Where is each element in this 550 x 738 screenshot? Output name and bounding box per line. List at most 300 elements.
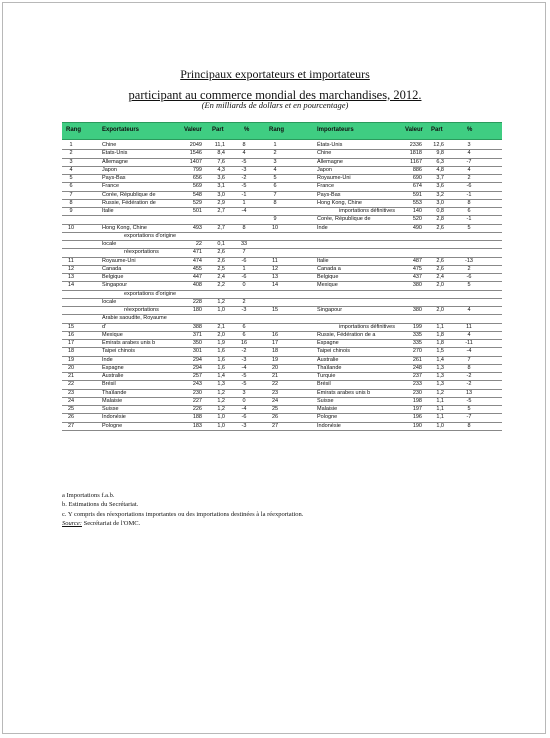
export-value: 1407 (189, 158, 202, 165)
import-share: 1,1 (436, 414, 444, 421)
exporter-name: d' (102, 323, 107, 330)
importer-name: Malaisie (317, 406, 338, 412)
exporter-name: Russie, Fédération de (102, 199, 156, 206)
import-share: 3,7 (436, 175, 444, 181)
importer-name: importations définitives (339, 208, 395, 214)
export-change: 16 (240, 340, 248, 346)
import-rank: 11 (272, 257, 278, 264)
importer-name: Chine (317, 150, 332, 157)
export-change: -6 (241, 274, 247, 280)
importer-name: Mexique (317, 282, 338, 289)
import-value: 437 (412, 274, 422, 280)
import-change: 5 (467, 406, 471, 412)
export-rank: 27 (67, 422, 75, 429)
export-rank: 5 (69, 175, 73, 181)
import-value: 230 (412, 389, 422, 396)
import-change: 8 (467, 199, 471, 206)
exporter-name: Indonésie (102, 414, 126, 421)
source-text: Secrétariat de l'OMC. (81, 519, 141, 527)
import-share: 1,2 (436, 389, 444, 396)
export-rank: 9 (69, 208, 73, 214)
import-rank: 27 (271, 422, 279, 429)
export-change: -3 (241, 356, 247, 363)
export-share: 2,6 (217, 257, 225, 264)
import-value: 487 (412, 257, 422, 264)
import-change: -13 (465, 257, 473, 264)
export-change: -4 (241, 406, 247, 412)
export-value: 188 (192, 414, 202, 421)
export-change: 6 (242, 331, 246, 338)
exporter-name: Royaume-Uni (102, 257, 136, 264)
export-value: 227 (192, 397, 202, 404)
import-value: 335 (412, 331, 422, 338)
export-change: 33 (240, 241, 248, 247)
export-value: 455 (192, 265, 202, 272)
import-change: 6 (467, 208, 471, 214)
import-value: 520 (412, 216, 422, 223)
export-value: 501 (192, 208, 202, 214)
export-value: 22 (195, 241, 202, 247)
importer-name: États-Unis (317, 142, 343, 148)
export-share: 1,9 (217, 340, 225, 346)
import-share: 9,8 (436, 150, 444, 157)
export-change: -5 (241, 381, 247, 388)
export-rank: 15 (67, 323, 75, 330)
export-value: 548 (192, 191, 202, 198)
import-share: 1,0 (436, 422, 444, 429)
export-value: 230 (192, 389, 202, 396)
import-share: 0,8 (436, 208, 444, 214)
export-share: 3,6 (217, 175, 225, 181)
exporter-name: Chine (102, 142, 117, 148)
import-value: 196 (412, 414, 422, 421)
source-note (62, 519, 303, 528)
export-change: -6 (241, 414, 247, 421)
export-share: 2,7 (217, 208, 225, 214)
import-value: 197 (412, 406, 422, 412)
header-rang: Rang (66, 127, 81, 133)
import-value: 490 (412, 224, 422, 231)
import-change: 4 (467, 150, 471, 157)
export-rank: 23 (67, 389, 75, 396)
export-share: 2,4 (217, 274, 225, 280)
export-share: 1,2 (217, 397, 225, 404)
import-rank: 15 (271, 307, 279, 313)
export-value: 474 (192, 257, 202, 264)
import-share: 2,4 (436, 274, 444, 280)
export-share: 1,0 (217, 414, 225, 421)
footnote-a: a Importations f.a.b. (62, 492, 115, 499)
import-value: 1818 (409, 150, 422, 157)
import-share: 2,6 (436, 224, 444, 231)
importer-name: Suisse (317, 397, 334, 404)
import-change: 5 (467, 282, 471, 289)
importer-name: Japon (317, 166, 332, 173)
export-value: 656 (192, 175, 202, 181)
exporter-name: Thaïlande (102, 389, 127, 396)
import-rank: 24 (271, 397, 279, 404)
header-part: Part (212, 127, 224, 133)
import-share: 1,5 (436, 348, 444, 355)
importer-name: Inde (317, 224, 328, 231)
import-value: 248 (412, 364, 422, 371)
footnotes (62, 491, 303, 528)
export-share: 1,3 (217, 381, 225, 388)
import-rank: 20 (271, 364, 279, 371)
import-value: 2336 (409, 142, 422, 148)
import-change: -1 (466, 216, 472, 223)
export-change: -5 (241, 183, 247, 190)
import-change: -7 (466, 158, 472, 165)
importer-name: Émirats arabes unis b (317, 389, 371, 396)
export-share: 2,6 (217, 249, 225, 256)
header-exportateurs: Exportateurs (102, 127, 140, 133)
export-value: 493 (192, 224, 202, 231)
import-rank: 21 (271, 373, 279, 379)
exporter-name: Allemagne (102, 158, 128, 165)
export-value: 529 (192, 199, 202, 206)
import-value: 233 (412, 381, 422, 388)
export-value: 350 (192, 340, 202, 346)
export-change: -3 (241, 307, 247, 313)
importer-name: France (317, 183, 335, 190)
export-rank: 21 (67, 373, 75, 379)
import-value: 140 (412, 208, 422, 214)
import-rank: 7 (273, 191, 277, 198)
exporter-name: Suisse (102, 406, 119, 412)
import-share: 4,8 (436, 166, 444, 173)
import-rank: 17 (271, 340, 279, 346)
importer-name: Pologne (317, 414, 338, 421)
export-share: 2,9 (217, 199, 225, 206)
import-change: 2 (467, 265, 471, 272)
importer-name: Allemagne (317, 158, 343, 165)
import-share: 3,6 (436, 183, 444, 190)
exporter-name: Australie (102, 373, 124, 379)
exporter-name: Canada (102, 265, 122, 272)
importer-name: Russie, Fédération de a (317, 331, 376, 338)
export-share: 8,4 (217, 150, 225, 157)
import-share: 1,1 (436, 406, 444, 412)
import-change: 2 (467, 175, 471, 181)
export-rank: 16 (67, 331, 75, 338)
export-rank: 11 (68, 257, 74, 264)
exporter-name: Singapour (102, 282, 128, 289)
import-change: 13 (465, 389, 473, 396)
import-change: -5 (466, 397, 472, 404)
export-share: 1,6 (217, 356, 225, 363)
importer-name: Taipei chinois (317, 348, 351, 355)
import-share: 2,6 (436, 257, 444, 264)
export-rank: 10 (67, 224, 75, 231)
importer-name: Canada a (317, 265, 341, 272)
export-value: 371 (192, 331, 202, 338)
importer-name: importations définitives (339, 323, 395, 330)
export-share: 7,6 (217, 158, 225, 165)
export-change: -6 (241, 257, 247, 264)
import-change: 11 (466, 323, 472, 330)
import-value: 261 (412, 356, 422, 363)
export-rank: 13 (67, 274, 75, 280)
exporter-name: réexportations (124, 249, 159, 256)
import-rank: 22 (271, 381, 279, 388)
exporter-name: Malaisie (102, 397, 123, 404)
export-value: 1546 (189, 150, 202, 157)
import-rank: 18 (271, 348, 279, 355)
exporter-name: Brésil (102, 381, 116, 388)
export-share: 4,3 (217, 166, 225, 173)
import-value: 190 (412, 422, 422, 429)
import-change: -6 (466, 183, 472, 190)
import-share: 1,8 (436, 331, 444, 338)
export-value: 447 (192, 274, 202, 280)
importer-name: Brésil (317, 381, 331, 388)
import-share: 1,3 (436, 373, 444, 379)
export-share: 1,4 (217, 373, 225, 379)
export-change: -3 (241, 166, 247, 173)
export-rank: 1 (69, 142, 73, 148)
exporter-name: réexportations (124, 307, 159, 313)
exporter-name: exportations d'origine (124, 290, 177, 297)
import-share: 1,3 (436, 364, 444, 371)
exporter-name: Espagne (102, 364, 124, 371)
import-value: 690 (412, 175, 422, 181)
importer-name: Thaïlande (317, 364, 342, 371)
export-change: 0 (242, 282, 246, 289)
export-value: 243 (192, 381, 202, 388)
import-value: 237 (412, 373, 422, 379)
exporter-name: Corée, République de (102, 191, 156, 198)
import-rank: 12 (271, 265, 279, 272)
export-rank: 4 (69, 166, 73, 173)
export-rank: 24 (67, 397, 75, 404)
export-change: -2 (241, 348, 247, 355)
importer-name: Turquie (317, 373, 336, 379)
document-title-line1: Principaux exportateurs et importateurs (180, 67, 370, 81)
export-change: -5 (241, 158, 247, 165)
import-share: 6,3 (436, 158, 444, 165)
export-value: 569 (192, 183, 202, 190)
import-share: 2,8 (436, 216, 444, 223)
import-value: 380 (412, 282, 422, 289)
document-subtitle: (En milliards de dollars et en pourcentage) (201, 100, 349, 110)
importer-name: Australie (317, 356, 339, 363)
table-header (62, 122, 502, 140)
exporter-name: Taipei chinois (102, 348, 136, 355)
import-value: 380 (412, 307, 422, 313)
exporter-name: États-Unis (102, 150, 128, 157)
export-share: 2,1 (217, 323, 225, 330)
exporter-name: Japon (102, 166, 117, 173)
exporter-name: Italie (102, 208, 114, 214)
import-change: 3 (467, 142, 471, 148)
export-change: -2 (241, 175, 247, 181)
import-share: 1,1 (436, 397, 444, 404)
importer-name: Pays-Bas (317, 191, 341, 198)
importer-name: Royaume-Uni (317, 175, 351, 181)
export-share: 2,7 (217, 224, 225, 231)
exporter-name: Émirats arabes unis b (102, 340, 156, 346)
export-value: 408 (192, 282, 202, 289)
import-change: 5 (467, 224, 471, 231)
export-change: -3 (241, 422, 247, 429)
import-share: 2,6 (436, 265, 444, 272)
import-value: 270 (412, 348, 422, 355)
exporter-name: Pologne (102, 422, 123, 429)
export-value: 799 (192, 166, 202, 173)
import-change: -7 (466, 414, 472, 421)
import-value: 475 (412, 265, 422, 272)
import-rank: 2 (273, 150, 277, 157)
export-change: 3 (242, 389, 246, 396)
exporter-name: exportations d'origine (124, 232, 177, 239)
exporter-name: locale (102, 241, 117, 247)
row-divider (62, 430, 502, 431)
import-value: 886 (412, 166, 422, 173)
import-rank: 8 (273, 199, 277, 206)
import-change: -2 (466, 381, 472, 388)
export-rank: 2 (69, 150, 73, 157)
import-share: 12,6 (433, 142, 444, 148)
export-share: 1,6 (217, 348, 225, 355)
import-rank: 3 (273, 158, 277, 165)
import-change: 8 (467, 364, 471, 371)
import-rank: 9 (273, 216, 277, 223)
export-share: 1,2 (217, 406, 225, 412)
export-rank: 18 (67, 348, 75, 355)
export-share: 3,1 (217, 183, 225, 190)
document-title-line2: participant au commerce mondial des marchandises, 2012. (128, 88, 422, 102)
export-value: 301 (192, 348, 202, 355)
export-value: 183 (192, 422, 202, 429)
import-value: 199 (412, 323, 422, 330)
import-change: 4 (467, 307, 471, 313)
export-value: 471 (192, 249, 202, 256)
export-share: 0,1 (217, 241, 225, 247)
import-rank: 14 (271, 282, 279, 289)
export-value: 294 (192, 364, 202, 371)
import-share: 3,2 (436, 191, 444, 198)
import-value: 335 (412, 340, 422, 346)
export-share: 3,0 (217, 191, 225, 198)
export-share: 1,6 (217, 364, 225, 371)
export-change: 1 (242, 265, 246, 272)
export-value: 226 (192, 406, 202, 412)
header-valeur2: Valeur (405, 127, 424, 133)
header-rang2: Rang (269, 127, 284, 133)
import-rank: 6 (273, 183, 277, 190)
export-rank: 12 (67, 265, 75, 272)
source-label: Source: (62, 519, 82, 527)
importer-name: Espagne (317, 340, 339, 346)
import-share: 1,8 (436, 340, 444, 346)
export-share: 2,2 (217, 282, 225, 289)
importer-name: Singapour (317, 307, 343, 313)
import-share: 3,0 (436, 199, 444, 206)
exporter-name: Mexique (102, 331, 123, 338)
exporter-name: Pays-Bas (102, 175, 126, 181)
import-share: 2,0 (436, 282, 444, 289)
exporter-name: France (102, 183, 120, 190)
import-rank: 26 (271, 414, 279, 421)
export-share: 1,2 (217, 389, 225, 396)
export-share: 2,0 (217, 331, 225, 338)
header-part2: Part (431, 127, 443, 133)
export-change: 1 (242, 199, 246, 206)
header-pct: % (244, 127, 250, 133)
export-change: 4 (242, 150, 246, 157)
exporter-name: Hong Kong, Chine (102, 224, 147, 231)
export-rank: 19 (67, 356, 75, 363)
import-value: 674 (412, 183, 422, 190)
export-change: -1 (241, 191, 247, 198)
trade-table (62, 122, 502, 429)
exporter-name: Belgique (102, 274, 124, 280)
export-value: 2049 (189, 142, 202, 148)
import-change: 7 (467, 356, 471, 363)
export-rank: 14 (67, 282, 75, 289)
export-share: 1,0 (217, 307, 225, 313)
import-value: 198 (412, 397, 422, 404)
export-value: 180 (192, 307, 202, 313)
import-rank: 23 (271, 389, 279, 396)
import-rank: 16 (271, 331, 279, 338)
header-importateurs: Importateurs (317, 127, 354, 133)
export-change: 8 (242, 142, 246, 148)
export-change: 6 (242, 323, 246, 330)
header-pct2: % (467, 127, 473, 133)
importer-name: Indonésie (317, 422, 341, 429)
export-value: 228 (192, 298, 202, 305)
export-rank: 8 (69, 199, 73, 206)
export-value: 294 (192, 356, 202, 363)
import-rank: 13 (271, 274, 279, 280)
import-share: 2,0 (436, 307, 444, 313)
export-change: 2 (242, 298, 246, 305)
export-change: 8 (242, 224, 246, 231)
import-share: 1,1 (436, 323, 444, 330)
importer-name: Corée, République de (317, 216, 371, 223)
export-rank: 7 (69, 191, 73, 198)
import-value: 591 (412, 191, 422, 198)
export-value: 388 (192, 323, 202, 330)
import-rank: 4 (273, 166, 277, 173)
import-change: 8 (467, 422, 471, 429)
import-value: 553 (412, 199, 422, 206)
export-rank: 22 (67, 381, 75, 388)
import-change: -4 (466, 348, 472, 355)
exporter-name: locale (102, 298, 117, 305)
exporter-name: Arabie saoudite, Royaume (102, 315, 167, 322)
exporter-name: Inde (102, 356, 113, 363)
export-share: 1,0 (217, 422, 225, 429)
export-rank: 17 (67, 340, 75, 346)
import-change: -11 (465, 340, 473, 346)
export-rank: 3 (69, 158, 73, 165)
export-change: -5 (241, 373, 247, 379)
import-change: -6 (466, 274, 472, 280)
export-change: 0 (242, 397, 246, 404)
import-rank: 10 (271, 224, 279, 231)
import-share: 1,3 (436, 381, 444, 388)
import-change: -2 (466, 373, 472, 379)
export-value: 257 (192, 373, 202, 379)
export-change: -4 (241, 364, 247, 371)
importer-name: Hong Kong, Chine (317, 199, 362, 206)
import-change: -1 (466, 191, 472, 198)
importer-name: Belgique (317, 274, 339, 280)
export-rank: 25 (67, 406, 75, 412)
